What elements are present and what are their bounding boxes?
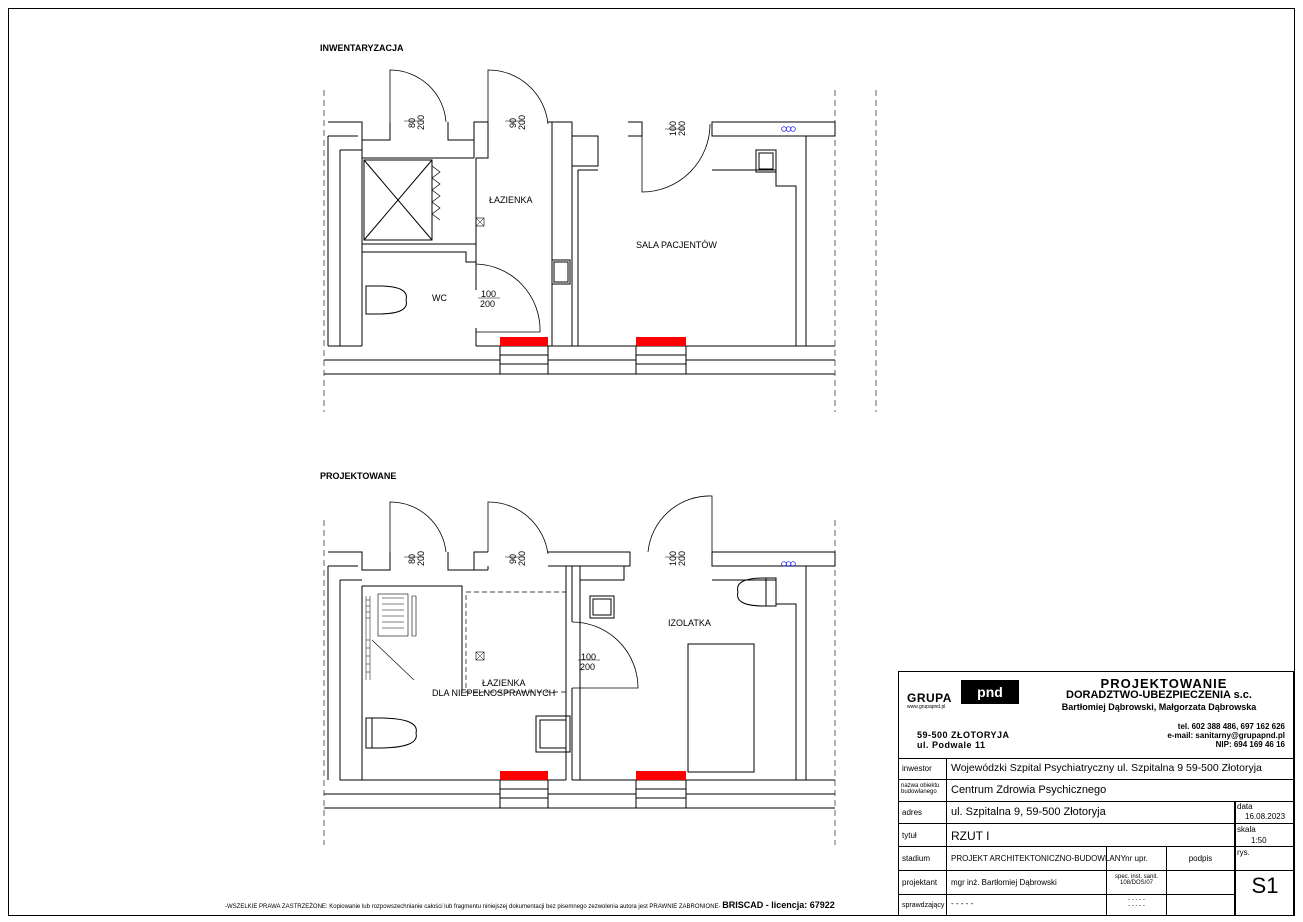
investor-label: inwestor (902, 764, 932, 773)
row-designer (899, 871, 1235, 895)
room-label-patient-room: SALA PACJENTÓW (636, 240, 717, 250)
rights-notice: -WSZELKIE PRAWA ZASTRZEŻONE: Kopiowanie lub rozpowszechnianie całości lub fragmentu niniejszej dokumentacji bez pisemnego zezwolenia autora jest PRAWNIE ZABRONIONE- (225, 904, 721, 910)
permit-value-2: 108/DOS/07 (1119, 880, 1154, 886)
checker-value: - - - - - (951, 899, 974, 908)
fig-value: S1 (1251, 873, 1279, 898)
row-stage (899, 847, 1293, 871)
scale-value: 1:50 (1251, 836, 1267, 845)
room-label-bathroom-existing: ŁAZIENKA (489, 195, 533, 205)
firm-email: e-mail: sanitarny@grupapnd.pl (1167, 731, 1285, 740)
door-height-existing-1: 200 (416, 114, 426, 130)
title-block-header (899, 672, 1293, 759)
investor-value: Wojewódzki Szpital Psychiatryczny ul. Szpitalna 9 59-500 Złotoryja (951, 762, 1262, 774)
object-value: Centrum Zdrowia Psychicznego (951, 784, 1107, 796)
firm-phone: tel. 602 388 486, 697 162 626 (1177, 722, 1285, 731)
door-width-designed-2: 90 (508, 553, 518, 564)
firm-city: 59-500 ZŁOTORYJA (917, 730, 1010, 740)
door-height-designed-2: 200 (517, 550, 527, 566)
door-height-designed-3: 200 (677, 550, 687, 566)
section-label-existing: INWENTARYZACJA (320, 43, 404, 53)
door-height-existing-3: 200 (677, 120, 687, 136)
designer-label: projektant (902, 878, 938, 887)
firm-line-2: DORADZTWO-UBEZPIECZENIA s.c. (1066, 689, 1252, 701)
door-height-existing-2: 200 (517, 114, 527, 130)
title-block (898, 671, 1294, 916)
checker-permit-1: - - - - - (1128, 897, 1145, 903)
row-object (899, 780, 1293, 802)
firm-street: ul. Podwale 11 (917, 740, 986, 750)
door-height-existing-4: 200 (480, 299, 496, 309)
section-label-designed: PROJEKTOWANE (320, 471, 397, 481)
row-title (899, 824, 1293, 847)
door-width-existing-2: 90 (508, 117, 518, 128)
permit-value-1: spec. inst. sanit. (1114, 874, 1159, 880)
door-width-existing-3: 100 (668, 120, 678, 136)
title-value: RZUT I (951, 829, 990, 843)
door-width-existing-1: 80 (407, 117, 417, 128)
row-address (899, 802, 1293, 824)
date-value: 16.08.2023 (1245, 812, 1286, 821)
scale-label: skala (1237, 825, 1256, 834)
row-investor (899, 758, 1293, 780)
designer-value: mgr inż. Bartłomiej Dąbrowski (951, 878, 1057, 887)
room-label-bathroom-designed: ŁAZIENKA (482, 678, 526, 688)
row-checker (899, 895, 1235, 915)
date-label: data (1237, 802, 1253, 811)
title-label: tytuł (902, 831, 917, 840)
door-height-designed-4: 200 (580, 662, 596, 672)
address-label: adres (902, 808, 923, 817)
firm-line-3: Bartłomiej Dąbrowski, Małgorzata Dąbrowska (1061, 702, 1257, 712)
checker-label: sprawdzający (902, 902, 945, 909)
firm-nip: NIP: 694 169 46 16 (1215, 740, 1285, 749)
room-label-wc: WC (432, 293, 447, 303)
door-width-designed-3: 100 (668, 550, 678, 566)
room-label-isolation: IZOLATKA (668, 618, 711, 628)
logo-text: GRUPA (907, 691, 952, 705)
company-logo (907, 680, 1019, 710)
checker-permit-2: - - - - - (1128, 903, 1145, 909)
address-value: ul. Szpitalna 9, 59-500 Złotoryja (951, 806, 1106, 818)
room-label-bathroom-sub: DLA NIEPEŁNOSPRAWNYCH (432, 688, 556, 698)
stage-value: PROJEKT ARCHITEKTONICZNO-BUDOWLANY (951, 854, 1126, 863)
license-text: BRISCAD - licencja: 67922 (722, 900, 835, 910)
object-label-1: nazwa obiektu (901, 783, 940, 789)
fig-label: rys. (1237, 848, 1250, 857)
signature-label: podpis (1188, 854, 1213, 863)
firm-line-1: PROJEKTOWANIE (1100, 676, 1228, 691)
object-label-2: budowlanego (901, 789, 937, 795)
door-height-designed-1: 200 (416, 550, 426, 566)
fig-box (1235, 847, 1293, 915)
footer (225, 900, 835, 910)
stage-label: stadium (902, 854, 931, 863)
date-scale-divider (1235, 802, 1236, 847)
door-width-designed-1: 80 (407, 553, 417, 564)
logo-box: pnd (961, 680, 1019, 704)
logo-url: www.grupapnd.pl (907, 704, 946, 710)
door-width-designed-4: 100 (581, 652, 597, 662)
door-width-existing-4: 100 (481, 289, 497, 299)
permit-label: nr upr. (1125, 854, 1148, 863)
